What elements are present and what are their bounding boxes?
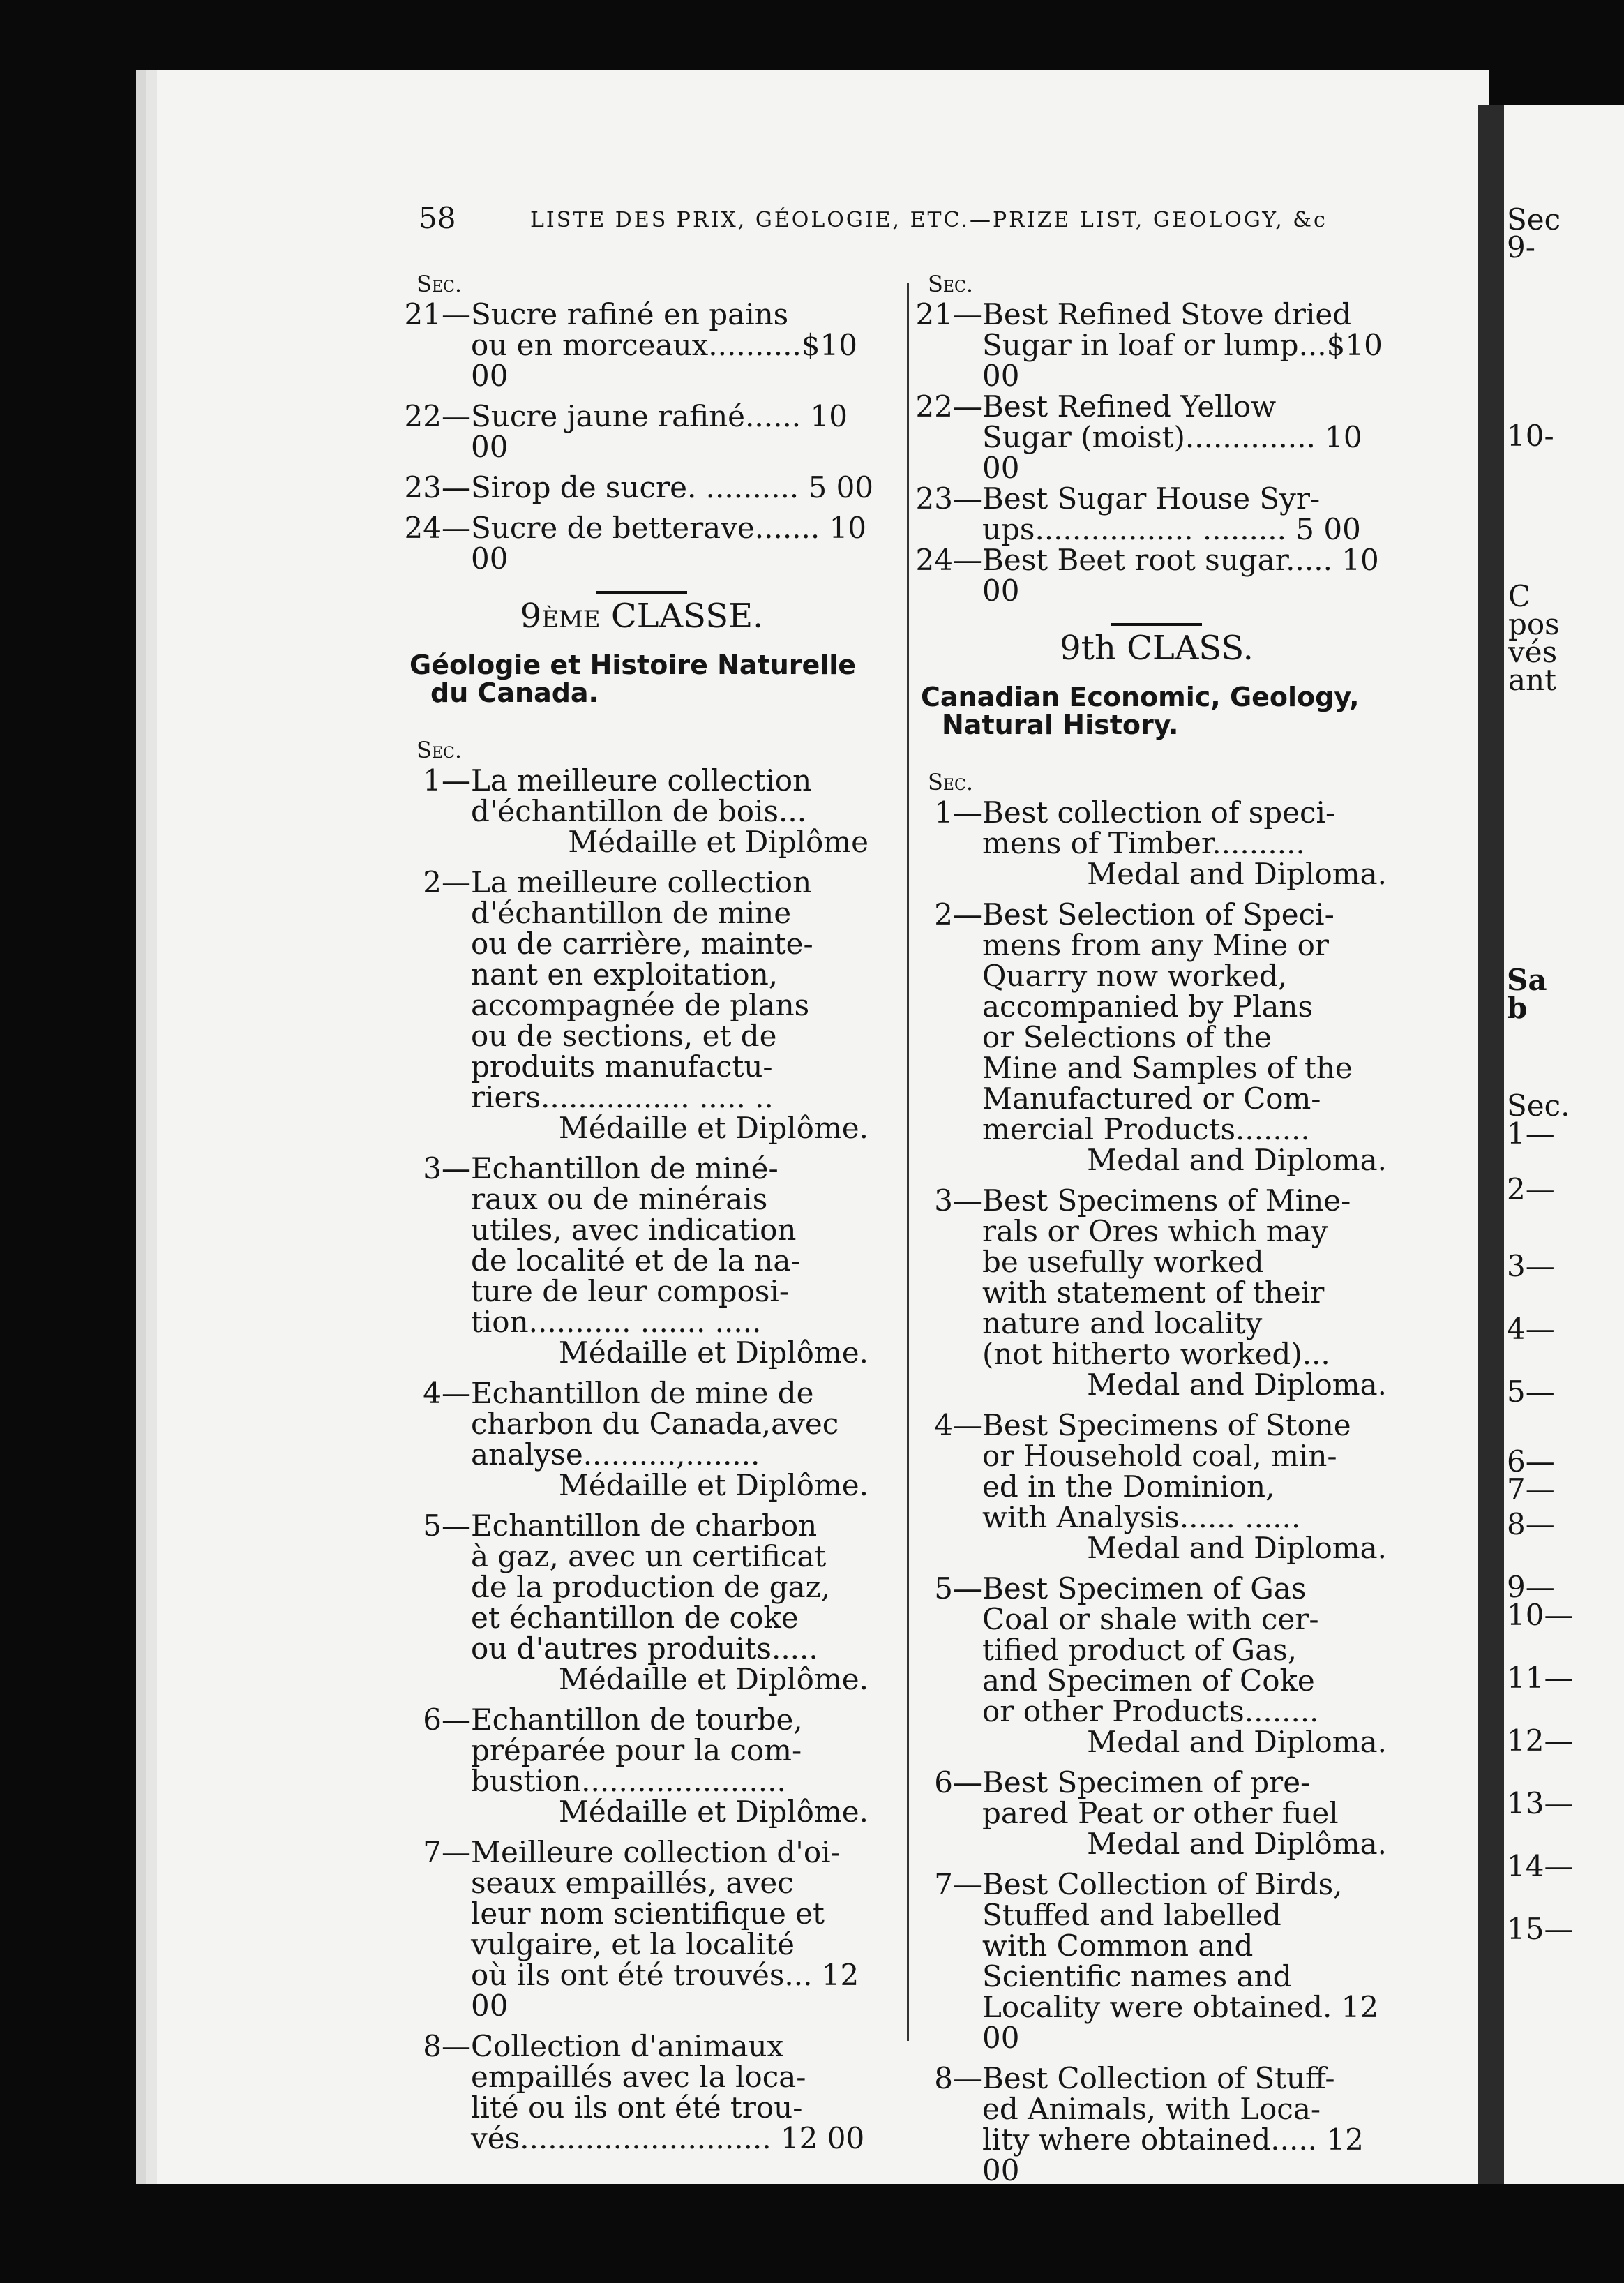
description-line: Scientific names and [982,1959,1292,1993]
award-label: Medal and Diploma. [1087,857,1387,891]
description-line: pared Peat or other fuel [982,1796,1339,1830]
description-line: Best Refined Stove dried [982,297,1352,331]
description-line: Sugar (moist).............. 10 00 [982,420,1362,485]
description-line: vulgaire, et la localité [471,1927,795,1961]
description-line: Sugar in loaf or lump...$10 00 [982,328,1383,393]
description-line: lité ou ils ont été trou- [471,2090,803,2125]
description-line: vés........................... 12 00 [471,2121,865,2155]
sugar-list [401,299,882,574]
description-line: d'échantillon de mine [471,896,792,930]
section-number: 24— [404,511,471,545]
facing-page-fragment: 1— [1507,1116,1555,1151]
description-line: with Analysis...... ...... [982,1500,1301,1534]
facing-page-fragment: 9- [1507,230,1535,264]
description-line: Best Specimen of pre- [982,1765,1311,1799]
description-line: où ils ont été trouvés... 12 00 [471,1958,859,2023]
prize-item [401,867,882,1144]
prize-item [912,899,1401,1176]
description-line: Stuffed and labelled [982,1898,1281,1932]
award-label: Medal and Diploma. [1087,1531,1387,1565]
facing-page-fragment: 2— [1507,1172,1555,1206]
prize-description [471,1378,882,1501]
running-header: LISTE DES PRIX, GÉOLOGIE, ETC.—PRIZE LIST, GEOLOGY, &c [530,208,1328,232]
prize-item [401,299,882,391]
prize-description [982,1767,1401,1859]
description-line: Echantillon de mine de [471,1376,814,1410]
description-line: Best Collection of Birds, [982,1867,1343,1901]
award-label: Medal and Diploma. [1087,1368,1387,1402]
facing-page-fragment: 4— [1507,1312,1555,1346]
prize-description [982,795,1401,891]
description-line: mens of Timber.......... [982,826,1305,860]
section-label: Sec. [416,271,462,297]
description-line: ou de carrière, mainte- [471,927,813,961]
award-label: Medal and Diploma. [1087,1725,1387,1759]
class-title [401,597,882,636]
description-line: ups................. ......... 5 00 [982,512,1361,546]
description-line: utiles, avec indication [471,1213,797,1247]
prize-description [471,401,882,463]
sugar-list [912,299,1401,606]
facing-page-fragment: 15— [1507,1912,1574,1946]
award-label: Médaille et Diplôme. [558,1468,869,1502]
description-line: or other Products........ [982,1694,1319,1728]
description-line: ou en morceaux..........$10 00 [471,328,857,393]
description-line: à gaz, avec un certificat [471,1539,827,1573]
award-label: Médaille et Diplôme. [558,1335,869,1370]
subject-line-2: Natural History. [942,710,1179,740]
section-number: 6— [423,1702,471,1737]
prize-description [982,1185,1401,1400]
facing-page-fragment: Sec. [1507,1088,1570,1123]
description-line: La meilleure collection [471,865,812,899]
description-line: produits manufactu- [471,1049,773,1084]
prize-item [912,481,1401,546]
description-line: seaux empaillés, avec [471,1866,794,1900]
prize-item [401,401,882,463]
french-column [401,269,882,2154]
class-title: 9th CLASS. [1060,629,1254,668]
description-line: Coal or shale with cer- [982,1602,1319,1636]
description-line: tion........... ....... ..... [471,1305,762,1339]
description-line: Best Selection of Speci- [982,897,1334,931]
description-line: lity where obtained..... 12 00 [982,2123,1364,2187]
facing-page-fragment: C [1508,579,1531,613]
description-line: with statement of their [982,1275,1325,1310]
prize-description [471,2031,882,2154]
description-line: charbon du Canada,avec [471,1407,839,1441]
section-number: 1— [423,763,471,798]
description-line: riers................ ..... .. [471,1080,774,1114]
description-line: or Household coal, min- [982,1439,1337,1473]
section-number: 5— [934,1571,982,1605]
section-number: 7— [934,1867,982,1901]
prize-item [912,545,1401,606]
section-number: 6— [934,1765,982,1799]
prize-item [912,1573,1401,1758]
section-number: 24— [915,543,982,577]
prize-description [471,867,882,1144]
section-number: 21— [915,297,982,331]
prize-item [912,1410,1401,1564]
prize-item [912,1869,1401,2053]
description-line: Collection d'animaux [471,2029,784,2063]
description-line: Sucre jaune rafiné...... 10 00 [471,399,848,464]
facing-page-fragment: Sec [1507,202,1561,237]
section-number: 22— [915,389,982,424]
description-line: Best Sugar House Syr- [982,481,1321,516]
description-line: Mine and Samples of the [982,1051,1353,1085]
description-line: and Specimen of Coke [982,1663,1315,1698]
facing-page-fragment: b [1507,991,1528,1025]
facing-page-fragment: 10- [1507,419,1554,453]
section-number: 4— [423,1376,471,1410]
prize-description [982,545,1401,606]
prize-item [401,2031,882,2154]
prize-item [401,1153,882,1368]
subject-heading [921,683,1401,739]
section-number: 8— [934,2061,982,2095]
facing-page-fragment: ant [1508,663,1556,697]
description-line: ed Animals, with Loca- [982,2092,1321,2126]
description-line: de localité et de la na- [471,1243,801,1278]
prize-item [401,472,882,503]
section-label: Sec. [928,769,973,795]
prize-description [471,472,882,503]
facing-page-fragment: 8— [1507,1507,1555,1541]
book-page-right-edge [1504,105,1624,2184]
prize-item [912,795,1401,891]
description-line: Locality were obtained. 12 00 [982,1990,1379,2055]
description-line: accompagnée de plans [471,988,810,1022]
description-line: préparée pour la com- [471,1733,802,1767]
prize-item [401,1511,882,1695]
description-line: leur nom scientifique et [471,1896,825,1931]
subject-line-2: du Canada. [430,678,599,708]
section-number: 5— [423,1509,471,1543]
award-label: Médaille et Diplôme. [558,1662,869,1696]
description-line: mens from any Mine or [982,928,1329,962]
prize-item [401,1702,882,1829]
description-line: nature and locality [982,1306,1263,1340]
section-number: 4— [934,1408,982,1442]
book-gutter [1478,105,1504,2184]
prize-description [471,1702,882,1829]
prize-description [982,1410,1401,1564]
subject-line-1: Canadian Economic, Geology, [921,682,1360,712]
prize-item [912,1767,1401,1859]
section-label: Sec. [928,271,973,297]
prize-list [401,765,882,2154]
section-number: 23— [915,481,982,516]
section-number: 7— [423,1835,471,1869]
description-line: Best Specimen of Gas [982,1571,1307,1605]
description-line: be usefully worked [982,1245,1264,1279]
description-line: accompanied by Plans [982,989,1313,1024]
description-line: ture de leur composi- [471,1274,790,1308]
prize-item [401,513,882,574]
prize-item [912,391,1401,484]
facing-page-fragment: 11— [1507,1661,1574,1695]
description-line: Best Beet root sugar..... 10 00 [982,543,1379,608]
description-line: d'échantillon de bois... [471,794,807,828]
description-line: Manufactured or Com- [982,1081,1321,1116]
facing-page-fragment: 14— [1507,1849,1574,1883]
section-number: 3— [423,1151,471,1185]
description-line: Sucre de betterave....... 10 00 [471,511,867,576]
prize-description [471,765,882,858]
prize-description [982,481,1401,546]
description-line: Echantillon de miné- [471,1151,779,1185]
prize-description [982,1573,1401,1758]
class-ordinal: 9ème [520,597,601,636]
description-line: Sirop de sucre. .......... 5 00 [471,470,874,504]
facing-page-fragment: Sa [1507,963,1547,997]
prize-description [982,391,1401,484]
description-line: raux ou de minérais [471,1182,768,1216]
description-line: Best Specimens of Mine- [982,1183,1351,1218]
section-label: Sec. [416,737,462,763]
prize-description [982,2063,1401,2186]
description-line: et échantillon de coke [471,1601,799,1635]
facing-page-fragment: 13— [1507,1786,1574,1820]
description-line: Sucre rafiné en pains [471,297,789,331]
english-column [912,269,1401,2186]
description-line: Best Refined Yellow [982,389,1277,424]
facing-page-fragment: 10— [1507,1598,1574,1632]
facing-page-fragment: 12— [1507,1723,1574,1758]
description-line: mercial Products........ [982,1112,1310,1146]
facing-page-fragment: 3— [1507,1249,1555,1283]
class-word: CLASSE. [610,597,764,636]
column-divider [907,283,909,2041]
section-number: 2— [423,865,471,899]
description-line: Echantillon de charbon [471,1509,818,1543]
description-line: ed in the Dominion, [982,1469,1275,1504]
description-line: Best collection of speci- [982,795,1336,830]
facing-page-fragment: 6— [1507,1444,1555,1479]
section-number: 2— [934,897,982,931]
prize-description [471,1837,882,2021]
description-line: Best Specimens of Stone [982,1408,1351,1442]
prize-item [401,765,882,858]
section-number: 1— [934,795,982,830]
description-line: rals or Ores which may [982,1214,1328,1248]
description-line: de la production de gaz, [471,1570,831,1604]
prize-item [912,1185,1401,1400]
description-line: empaillés avec la loca- [471,2060,806,2094]
prize-description [471,1153,882,1368]
section-rule [1111,623,1202,626]
description-line: (not hitherto worked)... [982,1337,1330,1371]
description-line: Best Collection of Stuff- [982,2061,1335,2095]
prize-list [912,795,1401,2187]
description-line: analyse..........,........ [471,1437,760,1472]
prize-description [982,1869,1401,2053]
description-line: Quarry now worked, [982,959,1288,993]
prize-description [471,1511,882,1695]
description-line: Meilleure collection d'oi- [471,1835,841,1869]
description-line: or Selections of the [982,1020,1272,1054]
award-label: Medal and Diplôma. [1087,1827,1387,1861]
facing-page-fragment: 9— [1507,1570,1555,1604]
facing-page-fragment: 5— [1507,1375,1555,1409]
section-number: 22— [404,399,471,433]
facing-page-fragment: 7— [1507,1472,1555,1506]
subject-line-1: Géologie et Histoire Naturelle [409,650,857,680]
award-label: Médaille et Diplôme [568,825,869,859]
prize-description [982,299,1401,391]
description-line: ou de sections, et de [471,1019,777,1053]
subject-heading [409,651,882,707]
prize-item [401,1837,882,2021]
section-rule [596,591,687,594]
award-label: Médaille et Diplôme. [558,1795,869,1829]
section-number: 3— [934,1183,982,1218]
description-line: tified product of Gas, [982,1633,1298,1667]
section-number: 23— [404,470,471,504]
prize-item [401,1378,882,1501]
description-line: bustion...................... [471,1764,786,1798]
prize-item [912,299,1401,391]
award-label: Medal and Diploma. [1087,1143,1387,1177]
prize-description [982,899,1401,1176]
description-line: Echantillon de tourbe, [471,1702,803,1737]
description-line: with Common and [982,1929,1254,1963]
section-number: 8— [423,2029,471,2063]
prize-description [471,513,882,574]
description-line: ou d'autres produits..... [471,1631,818,1666]
facing-page-fragment: pos [1508,607,1560,641]
section-number: 21— [404,297,471,331]
prize-description [471,299,882,391]
description-line: La meilleure collection [471,763,812,798]
description-line: nant en exploitation, [471,957,779,991]
facing-page-fragment: vés [1508,635,1558,669]
prize-item [912,2063,1401,2186]
award-label: Médaille et Diplôme. [558,1111,869,1145]
page-number: 58 [419,201,456,235]
